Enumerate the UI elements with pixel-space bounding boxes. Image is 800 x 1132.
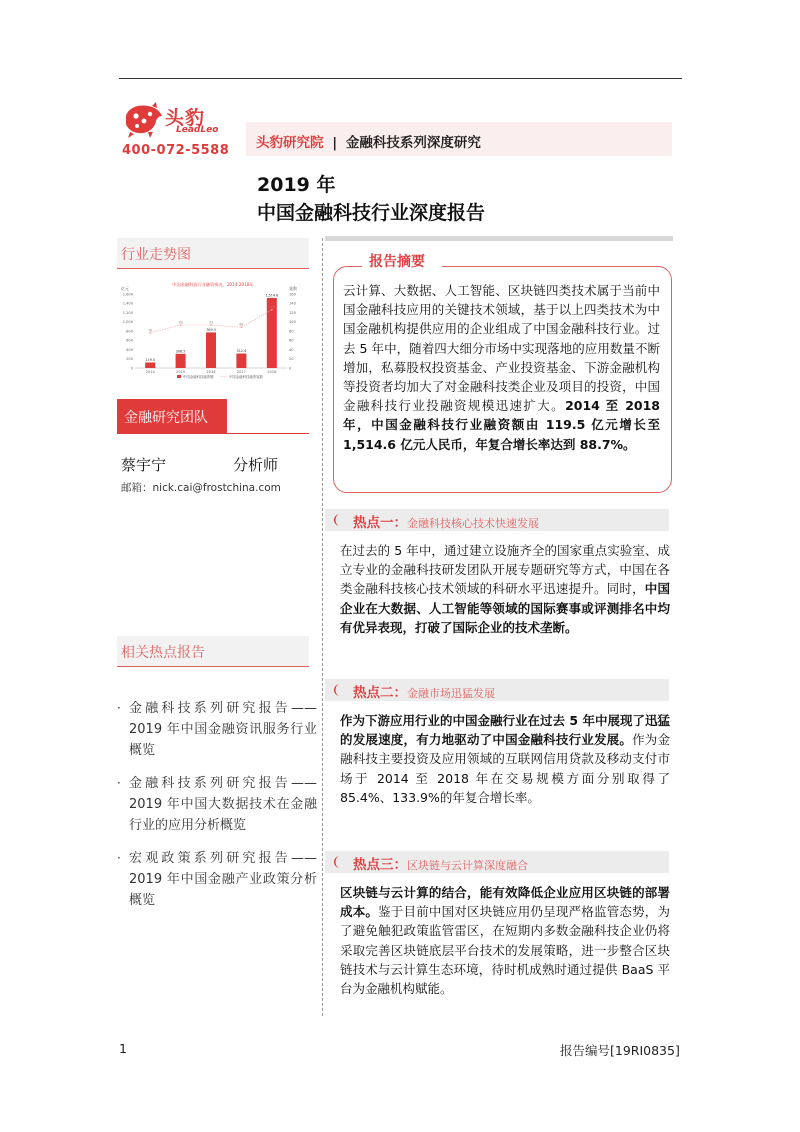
hot1-body <box>340 541 670 637</box>
hot3-highlight: 区块链与云计算的结合，能有效降低企业应用区块链的部署成本。 <box>340 885 670 920</box>
hot3-title: 热点三： <box>353 857 407 873</box>
chart-bar <box>145 362 155 368</box>
summary-highlight: 2014 至 2018 年，中国金融科技行业融资额由 119.5 亿元增长至 1,514.6 亿元人民币，年复合增长率达到 88.7%。 <box>343 398 660 452</box>
chart-left-tick-label: 400 <box>126 347 133 352</box>
chart-right-axis-label: 笔数 <box>289 286 297 291</box>
chart-left-tick-label: 1,000 <box>122 320 133 325</box>
hot2-title: 热点二： <box>353 685 407 701</box>
related-report-title: 金融科技系列研究报告——2019 年中国金融资讯服务行业概览 <box>129 701 317 758</box>
hot1-marker-icon <box>330 513 344 527</box>
hot3-text: 鉴于目前中国对区块链应用仍呈现严格监管态势，为了避免触犯政策监管雷区，在短期内多数金融科技企业仍将采取完善区块链底层平台技术的发展策略，进一步整合区块链技术与云计算生态环境，待时机成熟时通过提供 BaaS 平台为金融机构赋能。 <box>340 904 670 997</box>
analyst-email: 邮箱：nick.cai@frostchina.com <box>121 482 281 494</box>
summary-title: 报告摘要 <box>369 254 425 270</box>
trend-section-title: 行业走势图 <box>121 247 191 263</box>
leopard-logo-icon <box>122 102 164 138</box>
related-report-item[interactable] <box>117 698 317 761</box>
chart-right-tick-label: 0 <box>289 366 292 371</box>
hot1-heading <box>353 511 539 531</box>
chart-left-tick-label: 800 <box>126 329 133 334</box>
team-section-rule <box>117 433 309 434</box>
brand-english: LeadLeo <box>176 125 219 135</box>
chart-legend-line-label: 中国金融科技融资笔数 <box>229 374 263 379</box>
hot1-highlight: 中国企业在大数据、人工智能等领域的国际赛事或评测排名中均有优异表现，打破了国际企业的技术垄断。 <box>340 581 670 635</box>
column-divider <box>322 238 323 1016</box>
chart-category-label: 2018 <box>267 370 277 374</box>
report-title: 中国金融科技行业深度报告 <box>257 202 486 224</box>
chart-right-tick-label: 40 <box>289 347 294 352</box>
hot3-marker-icon <box>330 855 344 869</box>
chart-left-axis-label: 亿元 <box>121 286 129 291</box>
chart-bar <box>206 332 216 368</box>
hot2-highlight: 作为下游应用行业的中国金融行业在过去 5 年中展现了迅猛的发展速度，有力地驱动了中国金融科技行业发展。 <box>340 713 670 748</box>
chart-left-tick-label: 200 <box>126 357 133 362</box>
hot2-marker-icon <box>330 683 344 697</box>
phone-number: 400-072-5588 <box>122 143 230 158</box>
chart-bar-label: 306.5 <box>175 349 186 354</box>
summary-text: 云计算、大数据、人工智能、区块链四类技术属于当前中国金融科技应用的关键技术领域，基于以上四类技术为中国金融机构提供应用的企业组成了中国金融科技行业。过去 5 年中，随着四大细分市场中实现落地的应用数量不断增加，私募股权投资基金、产业投资基金、下游金融机构等投资者均加大了对金融科技类企业及项目的投资，中国金融科技行业投融资规模迅速扩大。 <box>343 283 660 414</box>
related-report-item[interactable] <box>117 773 317 836</box>
hot1-text: 在过去的 5 年中，通过建立设施齐全的国家重点实验室、成立专业的金融科技研发团队开展专题研究等方式，中国在各类金融科技核心技术领域的科研水平迅速提升。同时， <box>340 543 670 597</box>
chart-right-tick-label: 160 <box>289 292 296 297</box>
chart-left-tick-label: 1,600 <box>122 292 133 297</box>
summary-body <box>343 281 660 454</box>
chart-count-label: 93 <box>178 320 183 325</box>
related-section-header <box>117 636 309 666</box>
chart-left-tick-label: 600 <box>126 338 133 343</box>
related-report-item[interactable] <box>117 848 317 911</box>
chart-bar <box>176 354 186 368</box>
trend-section-header <box>117 238 309 268</box>
hot1-title: 热点一： <box>353 515 407 531</box>
chart-bar <box>236 354 246 368</box>
related-report-title: 宏观政策系列研究报告——2019 年中国金融产业政策分析概览 <box>129 851 317 908</box>
chart-count-label: 126 <box>268 305 275 310</box>
chart-bar-label: 1,514.6 <box>265 293 279 298</box>
chart-right-tick-label: 80 <box>289 329 294 334</box>
top-rule <box>119 78 682 79</box>
hot2-heading <box>353 681 495 701</box>
trend-section-rule <box>117 268 309 269</box>
chart-right-tick-label: 60 <box>289 338 294 343</box>
content-top-bar <box>325 236 673 241</box>
chart-count-label: 76 <box>148 328 153 333</box>
chart-left-tick-label: 1,200 <box>122 310 133 315</box>
hot3-body <box>340 883 670 998</box>
bullet-icon: · <box>117 776 121 790</box>
analyst-role: 分析师 <box>233 456 279 474</box>
hot2-body <box>340 711 670 807</box>
chart-legend-bar-label: 中国金融科技融资额 <box>183 374 214 379</box>
chart-title: 中国金融科技行业融资情况，2014-2018年 <box>172 282 254 287</box>
chart-category-label: 2017 <box>236 370 246 374</box>
chart-left-tick-label: 0 <box>130 366 133 371</box>
chart-category-label: 2016 <box>206 370 216 374</box>
analyst-name: 蔡宇宁 <box>121 456 167 474</box>
chart-right-tick-label: 140 <box>289 301 296 306</box>
report-number: 报告编号[19RI0835] <box>560 1043 680 1058</box>
hot3-subtitle: 区块链与云计算深度融合 <box>407 859 528 872</box>
chart-right-tick-label: 120 <box>289 310 296 315</box>
related-reports-list <box>117 698 317 923</box>
chart-right-tick-label: 100 <box>289 320 296 325</box>
series-banner-text <box>256 131 481 151</box>
related-report-title: 金融科技系列研究报告——2019 年中国大数据技术在金融行业的应用分析概览 <box>129 776 317 833</box>
chart-bar-label: 312.4 <box>236 349 247 354</box>
hot2-subtitle: 金融市场迅猛发展 <box>407 687 495 700</box>
related-section-title: 相关热点报告 <box>121 645 205 661</box>
related-section-rule <box>117 666 309 667</box>
chart-right-tick-label: 20 <box>289 357 294 362</box>
chart-count-label: 88 <box>239 322 244 327</box>
team-section-title: 金融研究团队 <box>124 410 208 426</box>
hot3-heading <box>353 853 528 873</box>
hot1-subtitle: 金融科技核心技术快速发展 <box>407 517 539 530</box>
chart-left-tick-label: 1,400 <box>122 301 133 306</box>
report-title-year: 2019 年 <box>257 174 336 196</box>
page-number: 1 <box>119 1041 127 1056</box>
bullet-icon: · <box>117 701 121 715</box>
chart-bar-label: 119.5 <box>145 357 156 362</box>
banner-separator: | <box>332 135 338 151</box>
chart-count-label: 93 <box>208 320 214 325</box>
chart-legend-bar-swatch <box>177 375 181 378</box>
chart-category-label: 2015 <box>176 370 186 374</box>
series-name: 金融科技系列深度研究 <box>345 135 481 151</box>
bullet-icon: · <box>117 851 121 865</box>
institute-name: 头豹研究院 <box>256 135 324 151</box>
financing-chart-svg <box>117 280 309 388</box>
chart-category-label: 2014 <box>145 370 155 374</box>
financing-chart <box>117 280 309 388</box>
brand-name: 头豹 <box>165 107 206 129</box>
hot2-text: 作为金融科技主要投资及应用领域的互联网信用贷款及移动支付市场于 2014 至 2018 年在交易规模方面分别取得了 85.4%、133.9%的年复合增长率。 <box>340 732 670 805</box>
chart-bar-label: 769.5 <box>206 327 216 332</box>
